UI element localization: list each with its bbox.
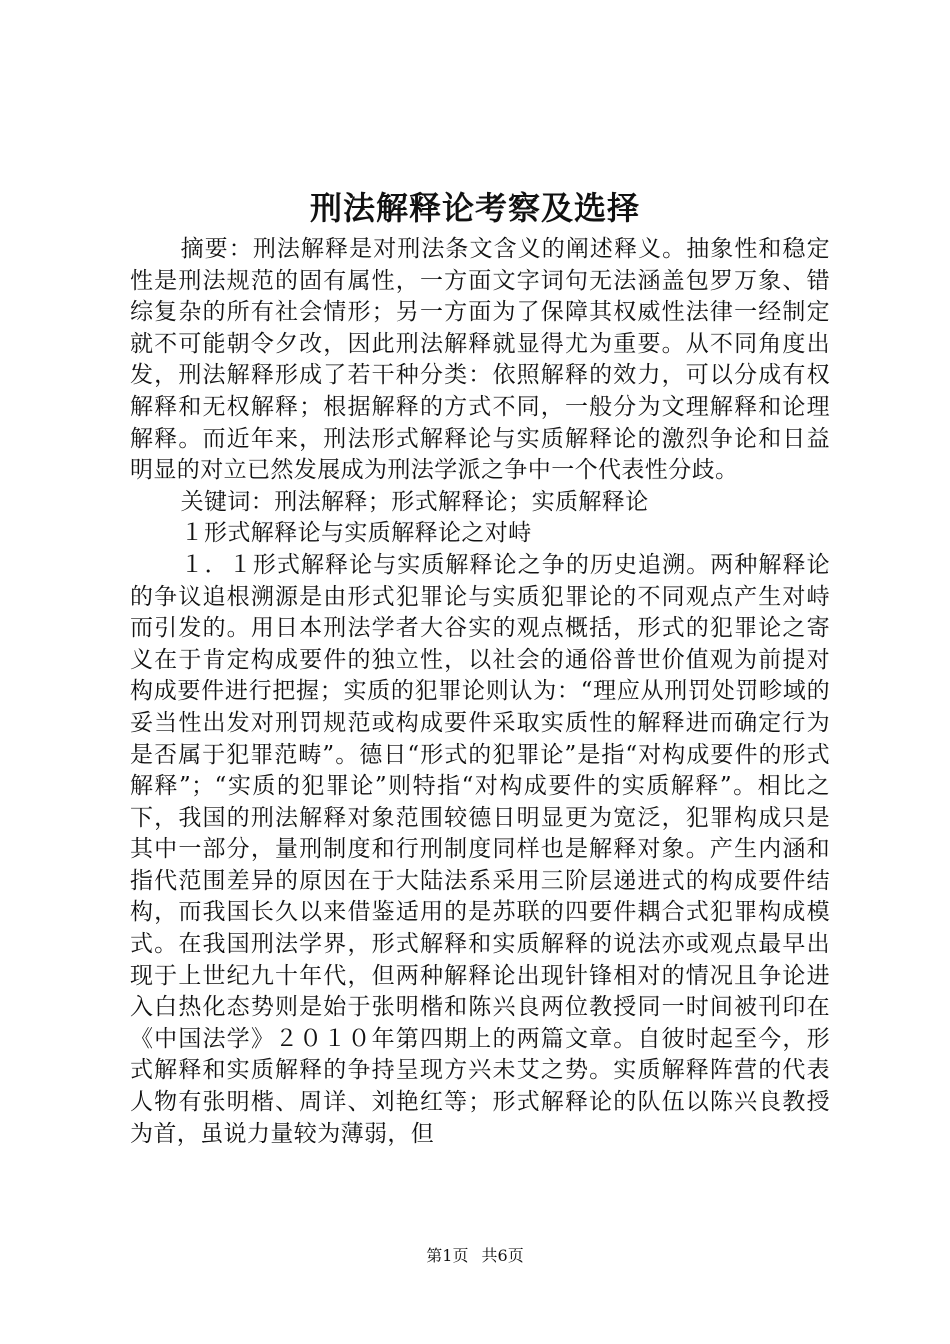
abstract-paragraph: 摘要：刑法解释是对刑法条文含义的阐述释义。抽象性和稳定性是刑法规范的固有属性，一方面文字词句无法涵盖包罗万象、错综复杂的所有社会情形；另一方面为了保障其权威性法律一经制定就不可能朝令夕改，因此刑法解释就显得尤为重要。从不同角度出发，刑法解释形成了若干种分类：依照解释的效力，可以分成有权解释和无权解释；根据解释的方式不同，一般分为文理解释和论理解释。而近年来，刑法形式解释论与实质解释论的激烈争论和日益明显的对立已然发展成为刑法学派之争中一个代表性分歧。 bbox=[130, 236, 830, 484]
keywords-paragraph: 关键词：刑法解释；形式解释论；实质解释论 bbox=[180, 488, 649, 515]
section-heading: １形式解释论与实质解释论之对峙 bbox=[180, 520, 532, 547]
document-body bbox=[130, 234, 830, 1150]
page-number: 第1页 bbox=[426, 1246, 469, 1265]
document-title: 刑法解释论考察及选择 bbox=[309, 189, 640, 227]
page-footer bbox=[0, 1244, 950, 1268]
page-total: 共6页 bbox=[481, 1246, 524, 1265]
body-paragraph: １．１形式解释论与实质解释论之争的历史追溯。两种解释论的争议追根溯源是由形式犯罪论与实质犯罪论的不同观点产生对峙而引发的。用日本刑法学者大谷实的观点概括，形式的犯罪论之寄义在于肯定构成要件的独立性，以社会的通俗普世价值观为前提对构成要件进行把握；实质的犯罪论则认为：“理应从刑罚处罚畛域的妥当性出发对刑罚规范或构成要件采取实质性的解释进而确定行为是否属于犯罪范畴”。德日“形式的犯罪论”是指“对构成要件的形式解释”；“实质的犯罪论”则特指“对构成要件的实质解释”。相比之下，我国的刑法解释对象范围较德日明显更为宽泛，犯罪构成只是其中一部分，量刑制度和行刑制度同样也是解释对象。产生内涵和指代范围差异的原因在于大陆法系采用三阶层递进式的构成要件结构，而我国长久以来借鉴适用的是苏联的四要件耦合式犯罪构成模式。在我国刑法学界，形式解释和实质解释的说法亦或观点最早出现于上世纪九十年代，但两种解释论出现针锋相对的情况且争论进入白热化态势则是始于张明楷和陈兴良两位教授同一时间被刊印在《中国法学》２０１０年第四期上的两篇文章。自彼时起至今，形式解释和实质解释的争持呈现方兴未艾之势。实质解释阵营的代表人物有张明楷、周详、刘艳红等；形式解释论的队伍以陈兴良教授为首，虽说力量较为薄弱，但 bbox=[130, 551, 830, 1147]
